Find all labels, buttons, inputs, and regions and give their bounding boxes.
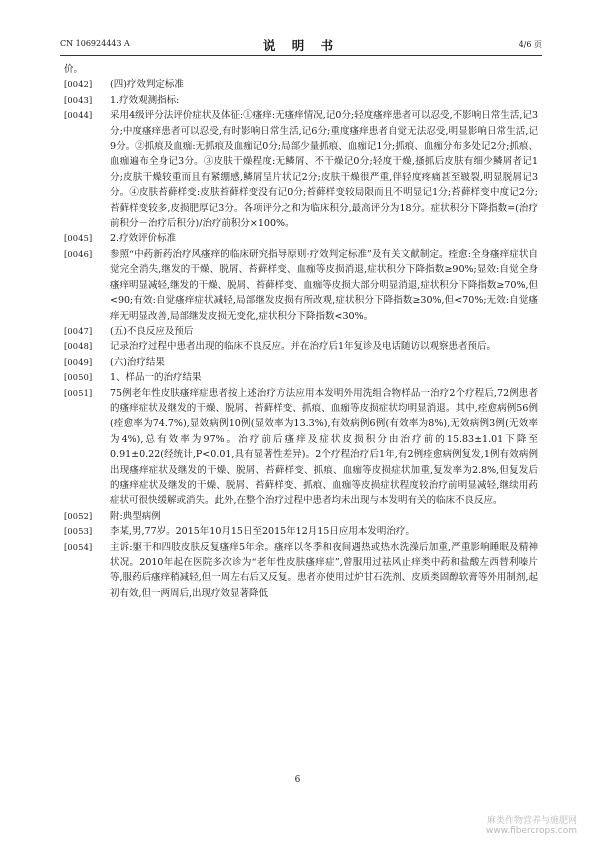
paragraph-text: (六)治疗结果 — [110, 356, 165, 368]
paragraph-number: [0047] — [64, 325, 93, 336]
paragraph — [64, 231, 538, 246]
paragraph-number: [0048] — [64, 341, 93, 352]
paragraph — [64, 108, 538, 231]
paragraph-number: [0051] — [64, 387, 93, 398]
paragraph-text: (四)疗效判定标准 — [110, 79, 184, 91]
paragraph — [64, 324, 538, 339]
document-type-title: 说 明 书 — [262, 38, 340, 53]
paragraph-text: 参照“中药新药治疗风瘙痒的临床研究指导原则·疗效判定标准”及有关文献制定。痊愈:全身瘙痒症状自觉完全消失,继发的干燥、脱屑、苔藓样变、血痂等皮损消退,症状积分下降指数≥90%;显效:自觉全身瘙痒明显减轻,继发的干燥、脱屑、苔藓样变、血痂等皮损大部分明显消退,症状积分下降指数≥70%,但<90;有效:自觉瘙痒症状减轻,局部继发皮损有所改观,症状积分下降指数≥30%,但<70%;无效:自觉瘙痒无明显改善,局部继发皮损无变化,症状积分下降指数<30%。 — [110, 248, 538, 322]
page-number: 6 — [294, 775, 301, 785]
patent-number: CN 106924443 A — [60, 39, 130, 48]
paragraph — [64, 339, 538, 354]
paragraph-text: 1、样品一的治疗结果 — [110, 372, 202, 384]
paragraph-number: [0044] — [64, 110, 93, 121]
paragraph — [64, 540, 538, 602]
paragraph-text: 李某,男,77岁。2015年10月15日至2015年12月15日应用本发明治疗。 — [110, 526, 415, 538]
paragraph-number: [0045] — [64, 233, 93, 244]
paragraph — [64, 247, 538, 324]
watermark-name: 麻类作物营养与施肥网 — [486, 816, 577, 826]
page-count: 4/6 页 — [518, 40, 542, 49]
page-header — [60, 36, 542, 52]
paragraph-text: 记录治疗过程中患者出现的临床不良反应。并在治疗后1年复诊及电话随访以观察患者预后。 — [110, 341, 497, 353]
watermark — [486, 813, 577, 836]
paragraph — [64, 370, 538, 385]
continuation-text: 价。 — [64, 64, 84, 75]
paragraph-number: [0054] — [64, 541, 93, 552]
paragraph — [64, 93, 538, 108]
paragraph-text: 1.疗效观测指标: — [110, 94, 180, 106]
paragraph-number: [0050] — [64, 372, 93, 383]
paragraph — [64, 386, 538, 509]
paragraph-text: 2.疗效评价标准 — [110, 233, 177, 245]
document-body — [64, 62, 538, 601]
paragraph-text: (五)不良反应及预后 — [110, 325, 194, 337]
paragraph-number: [0049] — [64, 356, 93, 367]
paragraph-number: [0043] — [64, 94, 93, 105]
paragraph-text: 采用4级评分法评价症状及体征:①瘙痒:无瘙痒情况,记0分;轻度瘙痒患者可以忍受,不影响日常生活,记3分;中度瘙痒患者可以忍受,有时影响日常生活,记6分;重度瘙痒患者自觉无法忍受,明显影响日常生活,记9分。②抓痕及血痂:无抓痕及血痂记0分;局部少量抓痕、血痂记1分;抓痕、血痂分布多处记2分;抓痕、血痂遍布全身记3分。③皮肤干燥程度:无鳞屑、不干燥记0分;轻度干燥,搔抓后皮肤有细少鳞屑者记1分;皮肤干燥较重而且有紧绷感,鳞屑呈片状记2分;皮肤干燥很严重,伴轻度疼痛甚至皲裂,明显脱屑记3分。④皮肤苔藓样变:皮肤苔藓样变没有记0分;苔藓样变较局限而且不明显记1分;苔藓样变中度记2分;苔藓样变较多,皮损肥厚记3分。各项评分之和为临床积分,最高评分为18分。症状积分下降指数=(治疗前积分－治疗后积分)/治疗前积分×100%。 — [110, 110, 538, 230]
paragraph — [64, 524, 538, 539]
paragraph-number: [0052] — [64, 510, 93, 521]
paragraph — [64, 77, 538, 92]
paragraph — [64, 509, 538, 524]
paragraph-text: 附:典型病例 — [110, 510, 161, 522]
watermark-url: www.fibercrops.com — [486, 826, 577, 836]
paragraph-number: [0042] — [64, 79, 93, 90]
paragraph-number: [0046] — [64, 248, 93, 259]
paragraph — [64, 355, 538, 370]
paragraph-text: 75例老年性皮肤瘙痒症患者按上述治疗方法应用本发明外用洗组合物样品一治疗2个疗程后,72例患者的瘙痒症状及继发的干燥、脱屑、苔藓样变、抓痕、血痂等皮损症状均明显消退。其中,痊愈病例56例(痊愈率为74.7%),显效病例10例(显效率为13.3%),有效病例6例(有效率为8%),无效病例3例(无效率为4%),总有效率为97%。治疗前后瘙痒及症状皮损积分由治疗前的15.83±1.01下降至0.91±0.22(经统计,P<0.01,具有显著性差异)。2个疗程治疗后1年,有2例痊愈病例复发,1例有效病例出现瘙痒症状及继发的干燥、脱屑、苔藓样变、抓痕、血痂等皮损症状加重,复发率为2.8%,但复发后的瘙痒症状及继发的干燥、脱屑、苔藓样变、抓痕、血痂等皮损症状程度较治疗前明显减轻,继续用药症状可很快缓解或消失。此外,在整个治疗过程中患者均未出现与本发明有关的临床不良反应。 — [110, 387, 538, 507]
paragraph-number: [0053] — [64, 526, 93, 537]
header-divider — [60, 55, 542, 56]
paragraph-text: 主诉:躯干和四肢皮肤反复瘙痒5年余。瘙痒以冬季和夜间遇热或热水洗澡后加重,严重影响睡眠及精神状况。2010年起在医院多次诊为“老年性皮肤瘙痒症”,曾服用过祛风止痒类中药和盐酸左西替利嗪片等,服药后瘙痒稍减轻,但一周左右后又反复。患者亦使用过炉甘石洗剂、皮质类固醇软膏等外用制剂,起初有效,但一两周后,出现疗效显著降低 — [110, 541, 538, 599]
